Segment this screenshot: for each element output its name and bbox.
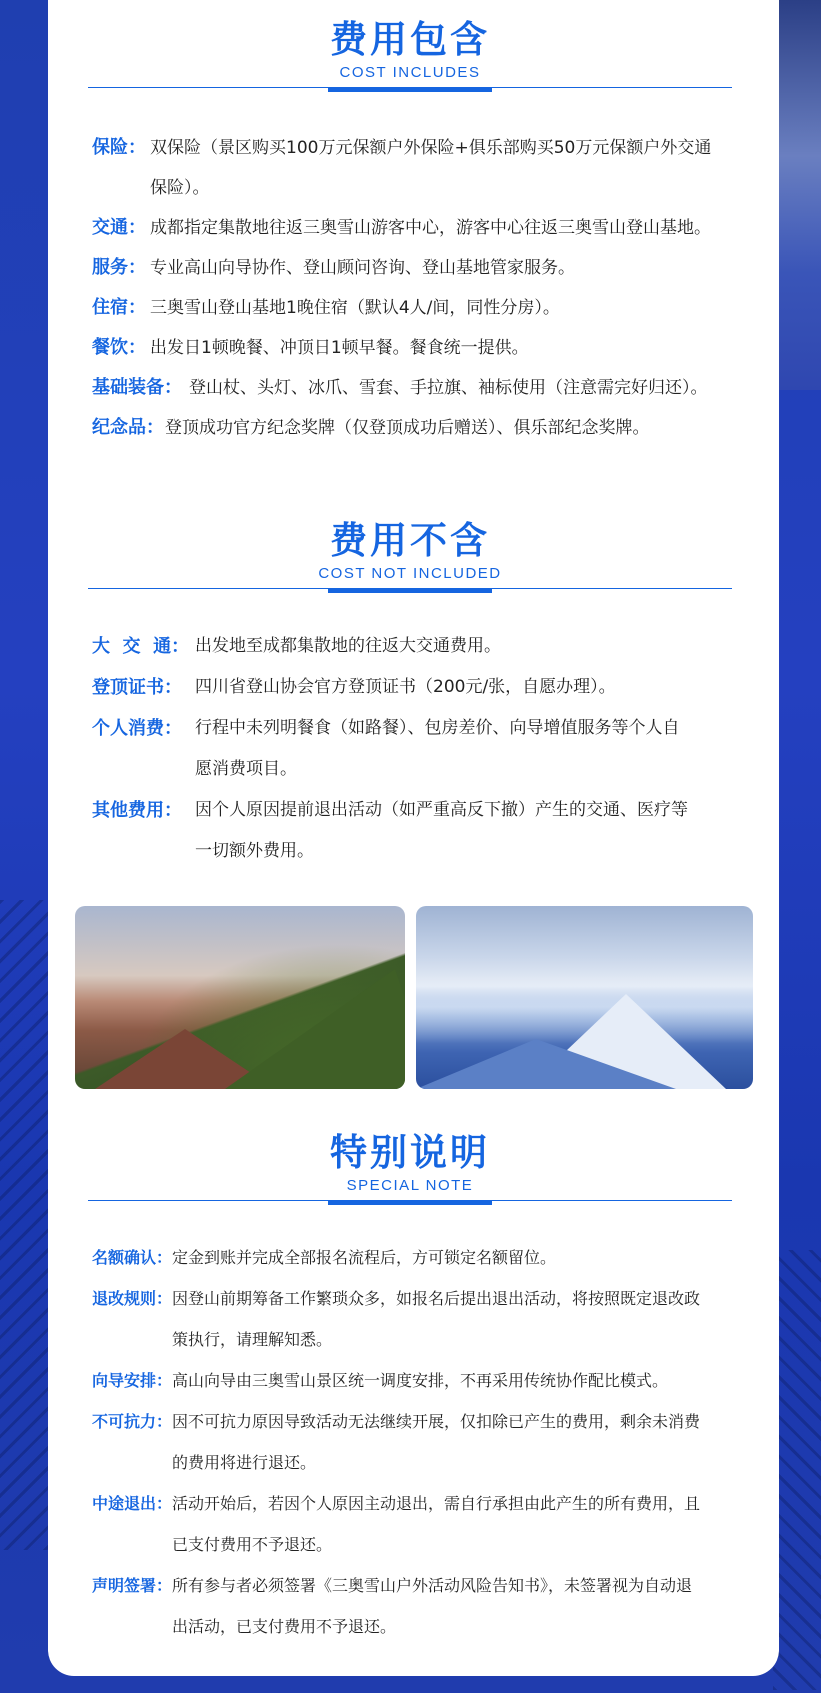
- excludes-underline-bar: [328, 588, 492, 593]
- special-list: [92, 1237, 742, 1647]
- background-tree-left: [0, 900, 48, 1550]
- item-label: 名额确认：: [92, 1248, 173, 1267]
- item-text: 专业高山向导协作、登山顾问咨询、登山基地管家服务。: [150, 258, 575, 278]
- item-text-cont: 策执行，请理解知悉。: [172, 1330, 333, 1349]
- item-text: 因登山前期筹备工作繁琐众多，如报名后提出退出活动，将按照既定退改政: [172, 1289, 701, 1308]
- includes-item-lodging: [92, 288, 742, 328]
- includes-item-souvenir: [92, 408, 742, 448]
- includes-underline-bar: [328, 87, 492, 92]
- item-text-cont: 的费用将进行退还。: [172, 1453, 317, 1472]
- excludes-title: 费用不含: [330, 519, 490, 562]
- item-label: 个人消费：: [92, 718, 182, 739]
- item-text: 行程中未列明餐食（如路餐）、包房差价、向导增值服务等个人自: [195, 718, 680, 738]
- item-label: 交通：: [92, 217, 146, 238]
- item-text: 四川省登山协会官方登顶证书（200元/张，自愿办理）。: [195, 677, 616, 697]
- special-item-refund: [92, 1278, 742, 1360]
- grassy-slope-shape: [225, 969, 405, 1089]
- item-text: 出发地至成都集散地的往返大交通费用。: [195, 636, 501, 656]
- excludes-item-personal: [92, 708, 742, 790]
- item-text: 登山杖、头灯、冰爪、雪套、手拉旗、袖标使用（注意需完好归还）。: [189, 378, 708, 398]
- item-label: 其他费用：: [92, 800, 182, 821]
- item-text-cont: 保险）。: [150, 178, 210, 198]
- background-tree-right: [773, 1250, 821, 1690]
- special-title: 特别说明: [330, 1131, 490, 1174]
- snow-mountain-photo: [416, 906, 753, 1089]
- item-text: 所有参与者必须签署《三奥雪山户外活动风险告知书》，未签署视为自动退: [172, 1576, 693, 1595]
- excludes-header: [88, 519, 732, 583]
- includes-item-meals: [92, 328, 742, 368]
- item-label: 服务：: [92, 257, 146, 278]
- special-item-guide: [92, 1360, 742, 1401]
- includes-title: 费用包含: [330, 18, 490, 61]
- excludes-item-certificate: [92, 667, 742, 708]
- item-text: 出发日1顿晚餐、冲顶日1顿早餐。餐食统一提供。: [150, 338, 529, 358]
- excludes-item-transport: [92, 626, 742, 667]
- includes-list: [92, 128, 742, 448]
- item-label: 餐饮：: [92, 337, 146, 358]
- item-text-cont: 一切额外费用。: [195, 841, 314, 861]
- includes-item-service: [92, 248, 742, 288]
- item-text: 三奥雪山登山基地1晚住宿（默认4人/间，同性分房）。: [150, 298, 560, 318]
- item-label: 不可抗力：: [92, 1412, 173, 1431]
- special-item-declaration: [92, 1565, 742, 1647]
- item-text: 成都指定集散地往返三奥雪山游客中心，游客中心往返三奥雪山登山基地。: [150, 218, 711, 238]
- special-item-force-majeure: [92, 1401, 742, 1483]
- special-header: [88, 1131, 732, 1195]
- item-label: 向导安排：: [92, 1371, 173, 1390]
- item-text-cont: 已支付费用不予退还。: [172, 1535, 333, 1554]
- includes-item-insurance: [92, 128, 742, 208]
- excludes-subtitle: COST NOT INCLUDED: [318, 565, 502, 582]
- item-text: 定金到账并完成全部报名流程后，方可锁定名额留位。: [172, 1248, 557, 1267]
- valley-shape: [416, 1039, 676, 1089]
- includes-item-transport: [92, 208, 742, 248]
- includes-subtitle: COST INCLUDES: [339, 64, 481, 81]
- special-subtitle: SPECIAL NOTE: [346, 1177, 474, 1194]
- item-label: 登顶证书：: [92, 677, 182, 698]
- item-label: 中途退出：: [92, 1494, 173, 1513]
- item-label: 保险：: [92, 137, 146, 158]
- item-text-cont: 出活动，已支付费用不予退还。: [172, 1617, 397, 1636]
- special-underline-bar: [328, 1200, 492, 1205]
- item-text: 活动开始后，若因个人原因主动退出，需自行承担由此产生的所有费用，且: [172, 1494, 701, 1513]
- item-text: 双保险（景区购买100万元保额户外保险+俱乐部购买50万元保额户外交通: [150, 138, 712, 158]
- item-text: 登顶成功官方纪念奖牌（仅登顶成功后赠送）、俱乐部纪念奖牌。: [165, 418, 650, 438]
- item-label: 纪念品：: [92, 417, 164, 438]
- item-label: 住宿：: [92, 297, 146, 318]
- item-label: 基础装备：: [92, 377, 182, 398]
- excludes-item-other: [92, 790, 742, 872]
- item-label: 大 交 通：: [92, 636, 190, 657]
- includes-item-gear: [92, 368, 742, 408]
- item-label: 退改规则：: [92, 1289, 173, 1308]
- includes-header: [88, 18, 732, 82]
- sunset-mountain-photo: [75, 906, 405, 1089]
- item-text-cont: 愿消费项目。: [195, 759, 297, 779]
- item-label: 声明签署：: [92, 1576, 173, 1595]
- special-item-quota: [92, 1237, 742, 1278]
- item-text: 因个人原因提前退出活动（如严重高反下撤）产生的交通、医疗等: [195, 800, 688, 820]
- item-text: 高山向导由三奥雪山景区统一调度安排，不再采用传统协作配比模式。: [172, 1371, 669, 1390]
- excludes-list: [92, 626, 742, 872]
- item-text: 因不可抗力原因导致活动无法继续开展，仅扣除已产生的费用，剩余未消费: [172, 1412, 701, 1431]
- special-item-withdrawal: [92, 1483, 742, 1565]
